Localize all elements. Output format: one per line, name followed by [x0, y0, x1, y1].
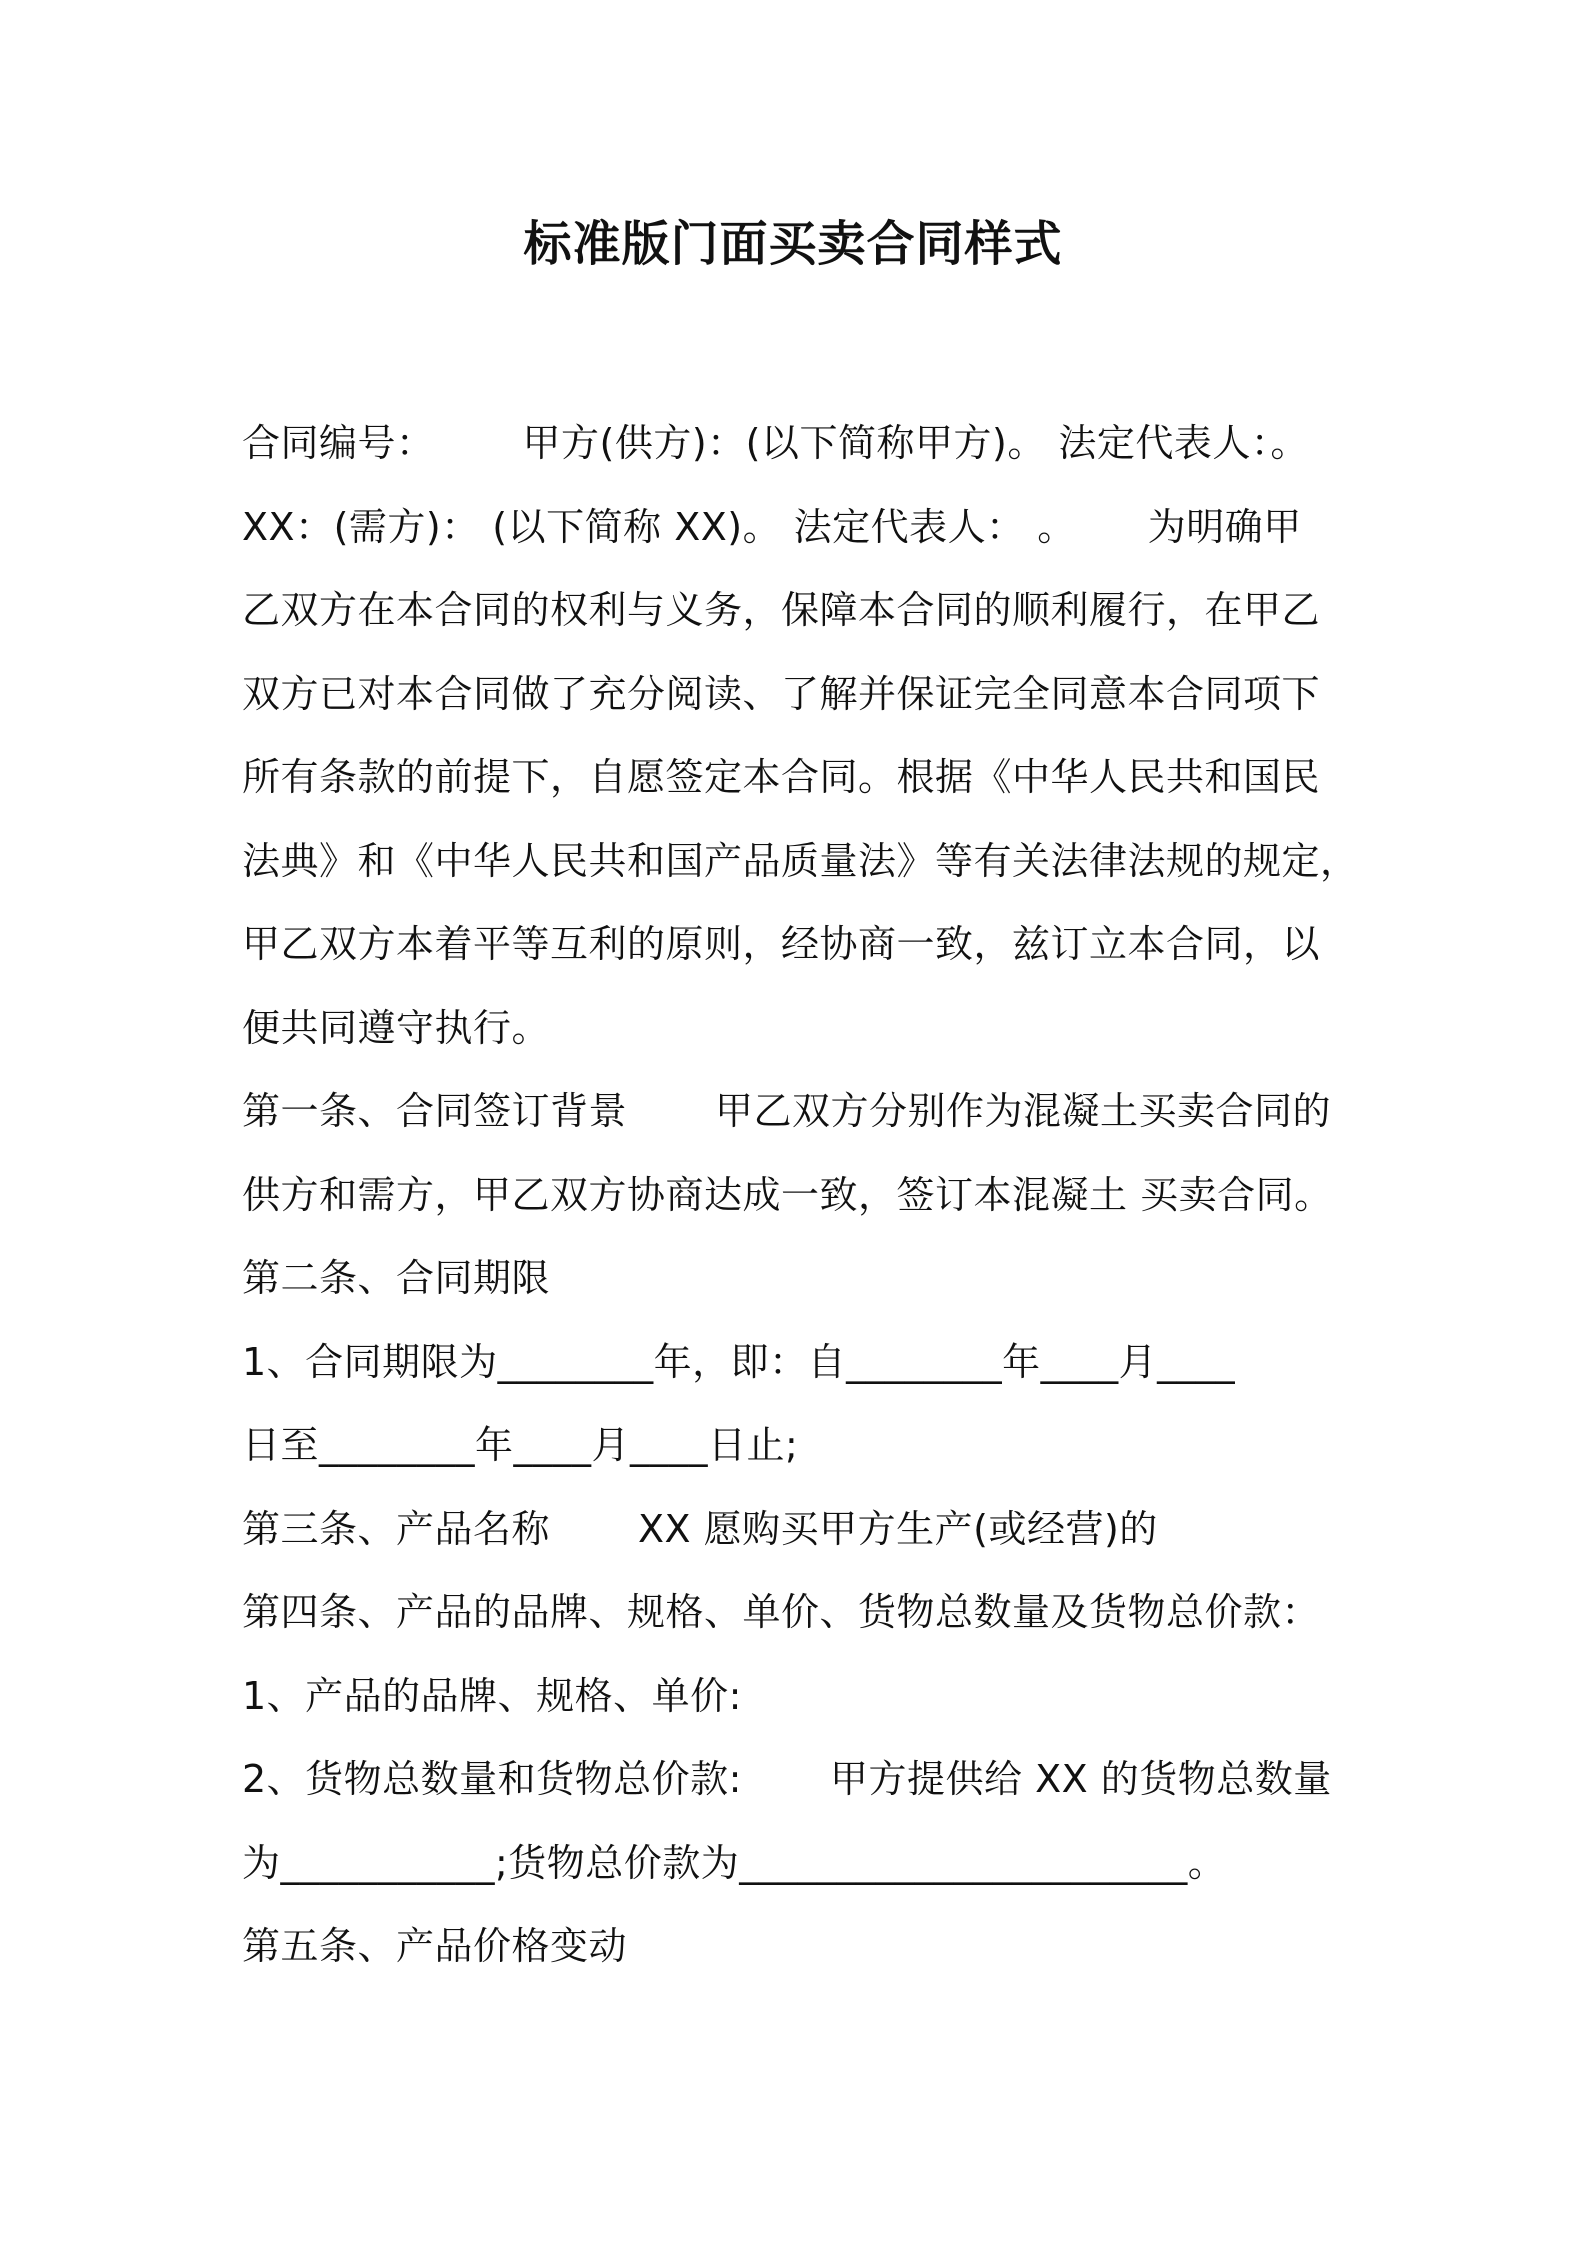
- document-title: 标准版门面买卖合同样式: [523, 216, 1063, 272]
- text-line: [242, 1070, 1372, 1154]
- text-line: 1、产品的品牌、规格、单价:: [242, 1673, 742, 1718]
- article-2-heading: 第二条、合同期限: [242, 1256, 551, 1300]
- party-a-info: 甲方(供方)：(以下简称甲方)。 法定代表人：。: [522, 421, 1309, 465]
- item-2-text: 甲方提供给 XX 的货物总数量: [829, 1757, 1332, 1801]
- article-1-heading: 第一条、合同签订背景: [242, 1089, 628, 1133]
- text-line: [242, 1738, 1372, 1822]
- text-line: [242, 486, 1372, 570]
- text-line: 乙双方在本合同的权利与义务，保障本合同的顺利履行，在甲乙: [242, 588, 1321, 632]
- party-b-info: XX：(需方)： (以下简称 XX)。 法定代表人： 。: [242, 504, 1076, 549]
- article-4-heading: 第四条、产品的品牌、规格、单价、货物总数量及货物总价款：: [242, 1590, 1321, 1634]
- text-line: 便共同遵守执行。: [242, 1005, 551, 1050]
- text-line: 1、合同期限为________年，即：自________年____月____: [242, 1339, 1236, 1384]
- text-line: 供方和需方，甲乙双方协商达成一致，签订本混凝土 买卖合同。: [242, 1172, 1333, 1217]
- contract-number-label: 合同编号：: [242, 421, 435, 465]
- text-line: 双方已对本合同做了充分阅读、了解并保证完全同意本合同项下: [242, 671, 1321, 716]
- text-line: 为___________;货物总价款为_______________________。: [242, 1840, 1227, 1885]
- text-line: [242, 1488, 1372, 1572]
- item-2-label: 2、货物总数量和货物总价款:: [242, 1757, 742, 1801]
- article-3-text: XX 愿购买甲方生产(或经营)的: [638, 1506, 1158, 1551]
- article-3-heading: 第三条、产品名称: [242, 1506, 551, 1551]
- text-line: 法典》和《中华人民共和国产品质量法》等有关法律法规的规定，: [242, 838, 1359, 883]
- article-1-text: 甲乙双方分别作为混凝土买卖合同的: [715, 1089, 1332, 1133]
- preamble-start: 为明确甲: [1147, 504, 1302, 549]
- text-line: 所有条款的前提下，自愿签定本合同。根据《中华人民共和国民: [242, 755, 1321, 799]
- text-line: 日至________年____月____日止;: [242, 1423, 799, 1467]
- document-body: [242, 402, 1372, 1989]
- text-line: [242, 402, 1372, 486]
- text-line: 甲乙双方本着平等互利的原则，经协商一致，兹订立本合同，以: [242, 922, 1321, 966]
- article-5-heading: 第五条、产品价格变动: [242, 1924, 628, 1968]
